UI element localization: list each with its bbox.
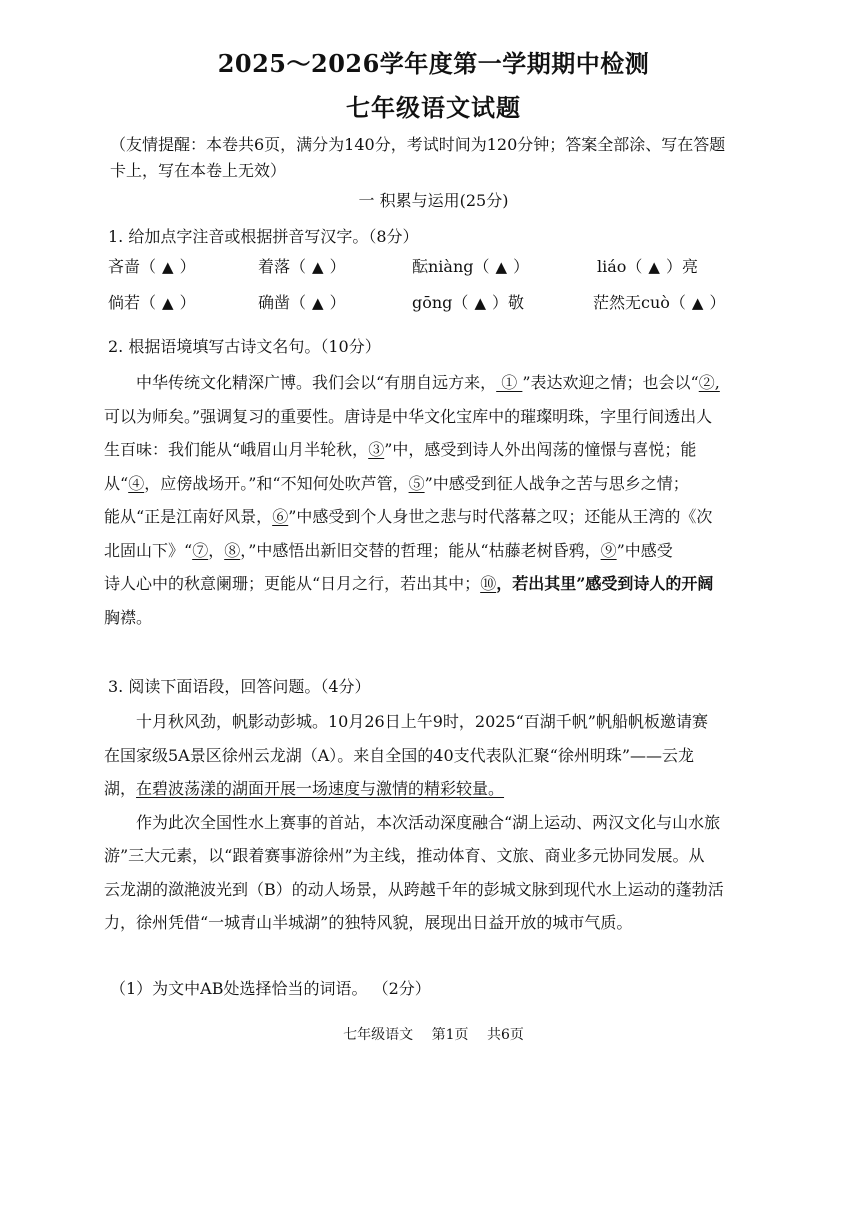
q1-item-7: gōng（ ▲ ）敬 — [412, 293, 524, 312]
exam-subtitle: 七年级语文试题 — [346, 93, 521, 122]
q1-item-8: 茫然无cuò（ ▲ ） — [593, 293, 726, 312]
question-2-stem: 2. 根据语境填写古诗文名句。（10分） — [108, 337, 381, 356]
q1-item-5: 倘若（ ▲ ） — [108, 293, 196, 312]
answer-blank-marker: ▲ — [162, 294, 174, 312]
blank-2: ②, — [698, 373, 720, 392]
passage-line: 十月秋风劲，帆影动彭城。10月26日上午9时，2025“百湖千帆”帆船帆板邀请赛 — [136, 712, 708, 731]
q1-item-2: 着落（ ▲ ） — [258, 257, 346, 276]
answer-blank-marker: ▲ — [495, 258, 508, 276]
passage-line: 力，徐州凭借“一城青山半城湖”的独特风貌，展现出日益开放的城市气质。 — [104, 913, 633, 932]
question-1-stem: 1. 给加点字注音或根据拼音写汉字。（8分） — [108, 227, 419, 246]
answer-blank-marker: ▲ — [648, 258, 660, 276]
question-2-passage — [104, 366, 772, 634]
q1-item-3: 酝niàng（ ▲ ） — [412, 257, 530, 276]
blank-8: ⑧ — [224, 540, 241, 560]
section-heading: 一 积累与运用(25分) — [358, 191, 509, 210]
passage-line: 诗人心中的秋意阑珊；更能从“日月之行，若出其中；⑩，若出其里”感受到诗人的开阔 — [104, 574, 714, 593]
passage-line: 胸襟。 — [104, 607, 153, 627]
q1-item-4: liáo（ ▲ ）亮 — [597, 257, 698, 276]
passage-line: 生百味：我们能从“峨眉山月半轮秋，③”中，感受到诗人外出闯荡的憧憬与喜悦；能 — [104, 440, 697, 459]
passage-line: 作为此次全国性水上赛事的首站，本次活动深度融合“湖上运动、两汉文化与山水旅 — [136, 812, 721, 832]
blank-1: ① — [496, 373, 523, 392]
blank-5: ⑤ — [408, 473, 425, 493]
blank-7: ⑦ — [192, 540, 209, 560]
answer-blank-marker: ▲ — [312, 258, 324, 276]
underlined-sentence: 在碧波荡漾的湖面开展一场速度与激情的精彩较量。 — [136, 779, 505, 798]
passage-line: 可以为师矣。”强调复习的重要性。唐诗是中华文化宝库中的璀璨明珠，字里行间透出人 — [104, 406, 713, 426]
blank-4: ④ — [128, 473, 145, 493]
passage-line: 湖，在碧波荡漾的湖面开展一场速度与激情的精彩较量。 — [104, 779, 505, 798]
answer-blank-marker: ▲ — [474, 294, 486, 312]
passage-line: 在国家级5A景区徐州云龙湖（A）。来自全国的40支代表队汇聚“徐州明珠”——云龙 — [104, 745, 695, 765]
passage-line: 北固山下》“⑦，⑧，”中感悟出新旧交替的哲理；能从“枯藤老树昏鸦，⑨”中感受 — [104, 540, 673, 560]
passage-line: 从“④，应傍战场开。”和“不知何处吹芦管，⑤”中感受到征人战争之苦与思乡之情； — [104, 473, 689, 493]
answer-blank-marker: ▲ — [691, 294, 704, 312]
answer-blank-marker: ▲ — [312, 294, 324, 312]
instructions-line-2: 卡上，写在本卷上无效） — [110, 161, 287, 180]
passage-line: 游”三大元素，以“跟着赛事游徐州”为主线，推动体育、文旅、商业多元协同发展。从 — [104, 846, 705, 865]
blank-10: ⑩ — [480, 574, 497, 593]
page-footer: 七年级语文 第1页 共6页 — [343, 1027, 524, 1043]
passage-line: 能从“正是江南好风景，⑥”中感受到个人身世之悲与时代落幕之叹；还能从王湾的《次 — [104, 507, 713, 526]
q1-item-1: 吝啬（ ▲ ） — [108, 257, 196, 276]
blank-3: ③ — [368, 440, 385, 459]
blank-9: ⑨ — [600, 540, 617, 560]
q1-item-6: 确凿（ ▲ ） — [258, 293, 346, 312]
instructions-line-1: （友情提醒：本卷共6页，满分为140分，考试时间为120分钟；答案全部涂、写在答题 — [110, 135, 726, 154]
question-3-stem: 3. 阅读下面语段，回答问题。（4分） — [108, 677, 371, 696]
blank-6: ⑥ — [272, 507, 289, 526]
passage-line: 中华传统文化精深广博。我们会以“有朋自远方来， ① ”表达欢迎之情；也会以“②, — [136, 373, 720, 392]
passage-line: 云龙湖的潋滟波光到（B）的动人场景，从跨越千年的彭城文脉到现代水上运动的蓬勃活 — [104, 879, 724, 899]
exam-title: 2025～2026学年度第一学期期中检测 — [217, 49, 650, 78]
answer-blank-marker: ▲ — [162, 258, 174, 276]
question-3-passage — [104, 705, 772, 940]
question-3-sub-1: （1）为文中AB处选择恰当的词语。 （2分） — [110, 979, 431, 998]
